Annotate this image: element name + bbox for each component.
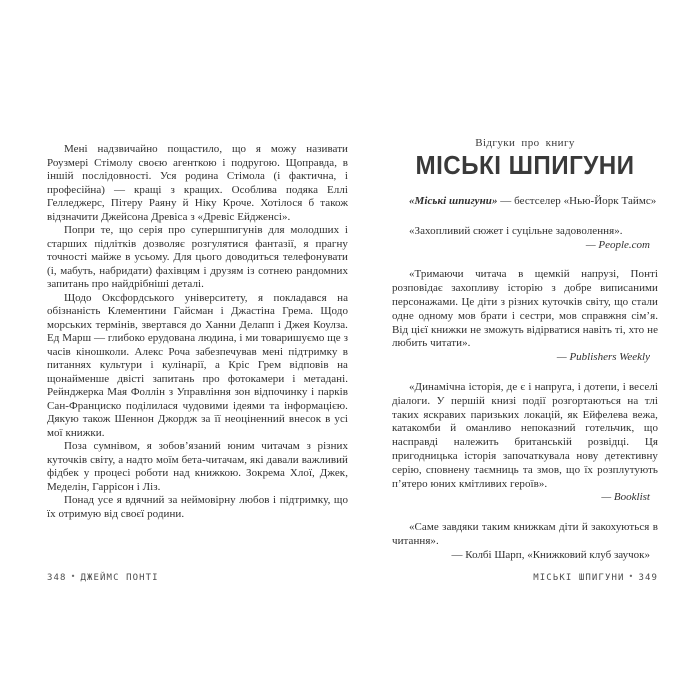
reviews-kicker: Відгуки про книгу [475,137,575,149]
footer-separator-icon: • [70,572,77,581]
page-number-left: 348 [47,573,67,583]
acknowledgments-paragraph: Поза сумнівом, я зобов’язаний юним читачам з різних куточків світу, а надто моїм бета-читачам, які давали важливий фідбек у процесі роботи над книжкою. Зокрема Хлої, Джек, Меделін, Гаррісон і Ліз. [47,440,348,493]
book-title: МІСЬКІ ШПИГУНИ [415,150,635,180]
running-head-author: ДЖЕЙМС ПОНТІ [80,573,159,583]
review-attribution: — Колбі Шарп, «Книжковий клуб заучок» [451,548,650,561]
review-attribution: — People.com [585,238,650,251]
review-publishers-weekly [392,268,658,365]
review-quote: «Динамічна історія, де є і напруга, і дотепи, і веселі діалоги. У першій книзі події розгортаються на тлі таких яскравих паризьких локацій, як Ейфелева вежа, катакомби й оманливо непоказний готельчик, що насправді належить британській розвідці. Ця пригодницька історія започаткувала нову детективну серію, сповнену таємниць та змов, що їх розплутують п’ятеро юних кмітливих героїв». [392,380,658,490]
review-quote: «Саме завдяки таким книжкам діти й закохуються в читання». [392,521,658,547]
page-left-acknowledgments [47,143,348,521]
review-text: — бестселер «Нью-Йорк Таймс» [497,195,657,207]
review-book-name: «Міські шпигуни» [409,195,498,207]
review-quote [392,195,658,209]
review-attribution: — Booklist [601,491,650,504]
review-people [392,225,658,253]
review-colby-sharp [392,521,658,562]
acknowledgments-paragraph: Попри те, що серія про супершпигунів для молодших і старших підлітків дозволяє розгулятися фантазії, я прагну точності майже в усьому. Для цього доводиться телефонувати (і, мабуть, набридати) фахівцям і друзям із сотнею рандомних запитань про найдрібніші деталі. [47,224,348,290]
footer-separator-icon: • [628,572,635,581]
running-footer-left [47,571,348,584]
review-attribution: — Publishers Weekly [556,351,650,364]
acknowledgments-paragraph: Понад усе я вдячний за неймовірну любов і підтримку, що їх отримую від своєї родини. [47,494,348,520]
acknowledgments-paragraph: Мені надзвичайно пощастило, що я можу називати Роузмері Стімолу своєю агенткою і подругою. Щоправда, в іншій послідовності. Уся родина Стімола (і фактична, і професійна) — кращі з кращих. Особлива подяка Еллі Гелледжерс, Пітеру Раяну й Ніку Кроче. Хотілося б також відзначити Джейсона Древіса з «Древіс Ейдженсі». [47,143,348,223]
review-quote: «Тримаючи читача в щемкій напрузі, Понті розповідає захопливу історію з добре виписаними персонажами. Це діти з різних куточків світу, що стали одне одному мов брати і сестри, мов справжня сім’я. Від цієї книжки не зможуть відірватися навіть ті, хто не любить читати». [392,268,658,350]
review-booklist [392,381,658,505]
running-head-title: МІСЬКІ ШПИГУНИ [533,573,625,583]
page-number-right: 349 [638,573,658,583]
page-right-reviews [392,137,658,563]
acknowledgments-paragraph: Щодо Оксфордського університету, я покладався на обізнаність Клементини Гайсман і Джастіна Грема. Щодо морських термінів, звертався до Ханни Делапп і Джея Коулза. Ед Марш — глибоко ерудована людина, і ми товаришуємо ще з часів кіношколи. Алекс Роча забезпечував мені підтримку в питаннях культури і кулінарії, а Кріс Грем відповів на щонайменше двісті запитань про фотокамери і метадані. Рейнджерка Мая Фоллін з Управління зон відпочинку і парків Сан-Франциско поділилася чудовими ідеями та інформацією. Дякую також Шеннон Джордж за її неоціненний внесок в усі мої книжки. [47,291,348,439]
running-footer-right [392,571,658,584]
review-quote: «Захопливий сюжет і суцільне задоволення». [409,224,623,237]
review-nyt-bestseller [392,195,658,209]
